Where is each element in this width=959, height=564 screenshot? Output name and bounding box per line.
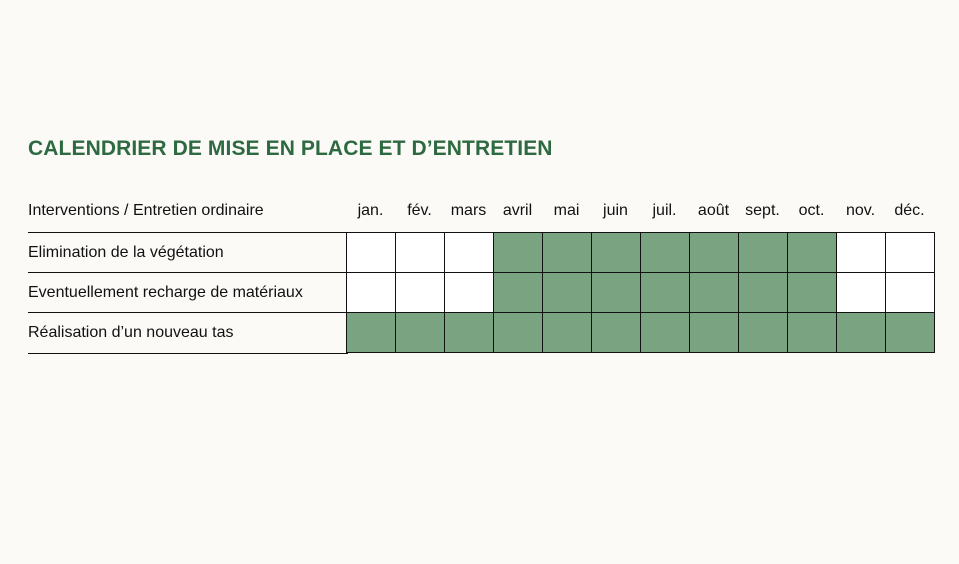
calendar-cell-sept-row3 [738, 312, 788, 353]
calendar-cell-avril-row2 [493, 272, 543, 313]
calendar-cell-août-row1 [689, 232, 739, 273]
calendar-cell-juin-row3 [591, 312, 641, 353]
calendar-cell-fév-row2 [395, 272, 445, 313]
calendar-cell-nov-row2 [836, 272, 886, 313]
interventions-header-label: Interventions / Entretien ordinaire [28, 202, 264, 219]
row-label: Elimination de la végétation [28, 244, 224, 261]
month-jan: jan. [357, 202, 384, 219]
calendar-cell-mai-row1 [542, 232, 592, 273]
page-title: CALENDRIER DE MISE EN PLACE ET D’ENTRETIEN [28, 137, 553, 160]
calendar-cell-fév-row3 [395, 312, 445, 353]
month-apr: avril [502, 202, 533, 219]
month-feb: fév. [407, 202, 432, 219]
calendar-cell-juil-row2 [640, 272, 690, 313]
calendar-cell-nov-row1 [836, 232, 886, 273]
calendar-cell-avril-row1 [493, 232, 543, 273]
table-header [28, 202, 936, 226]
calendar-cell-déc-row1 [885, 232, 935, 273]
calendar-cell-juil-row1 [640, 232, 690, 273]
calendar-cell-déc-row3 [885, 312, 935, 353]
calendar-cell-sept-row2 [738, 272, 788, 313]
month-oct: oct. [798, 202, 825, 219]
calendar-cell-août-row2 [689, 272, 739, 313]
month-may: mai [553, 202, 580, 219]
calendar-cell-fév-row1 [395, 232, 445, 273]
month-mar: mars [450, 202, 487, 219]
row-divider [28, 312, 348, 313]
calendar-cell-mai-row3 [542, 312, 592, 353]
month-aug: août [697, 202, 730, 219]
calendar-cell-jan-row2 [346, 272, 396, 313]
calendar-cell-juin-row2 [591, 272, 641, 313]
month-jun: juin [603, 202, 628, 219]
calendar-cell-mars-row3 [444, 312, 494, 353]
calendar-cell-août-row3 [689, 312, 739, 353]
row-label: Réalisation d’un nouveau tas [28, 324, 234, 341]
row-divider [28, 272, 348, 273]
calendar-cell-juin-row1 [591, 232, 641, 273]
calendar-cell-oct-row3 [787, 312, 837, 353]
row-label: Eventuellement recharge de matériaux [28, 284, 303, 301]
calendar-cell-juil-row3 [640, 312, 690, 353]
row-divider [28, 232, 348, 233]
calendar-cell-avril-row3 [493, 312, 543, 353]
calendar-cell-mars-row2 [444, 272, 494, 313]
row-divider [28, 353, 348, 354]
calendar-cell-mars-row1 [444, 232, 494, 273]
calendar-cell-jan-row3 [346, 312, 396, 353]
month-dec: déc. [894, 202, 925, 219]
month-nov: nov. [845, 202, 876, 219]
calendar-grid [346, 232, 936, 354]
calendar-cell-mai-row2 [542, 272, 592, 313]
month-sep: sept. [745, 202, 780, 219]
calendar-cell-nov-row3 [836, 312, 886, 353]
calendar-cell-oct-row2 [787, 272, 837, 313]
calendar-cell-jan-row1 [346, 232, 396, 273]
calendar-cell-sept-row1 [738, 232, 788, 273]
month-jul: juil. [652, 202, 677, 219]
calendar-cell-déc-row2 [885, 272, 935, 313]
calendar-cell-oct-row1 [787, 232, 837, 273]
